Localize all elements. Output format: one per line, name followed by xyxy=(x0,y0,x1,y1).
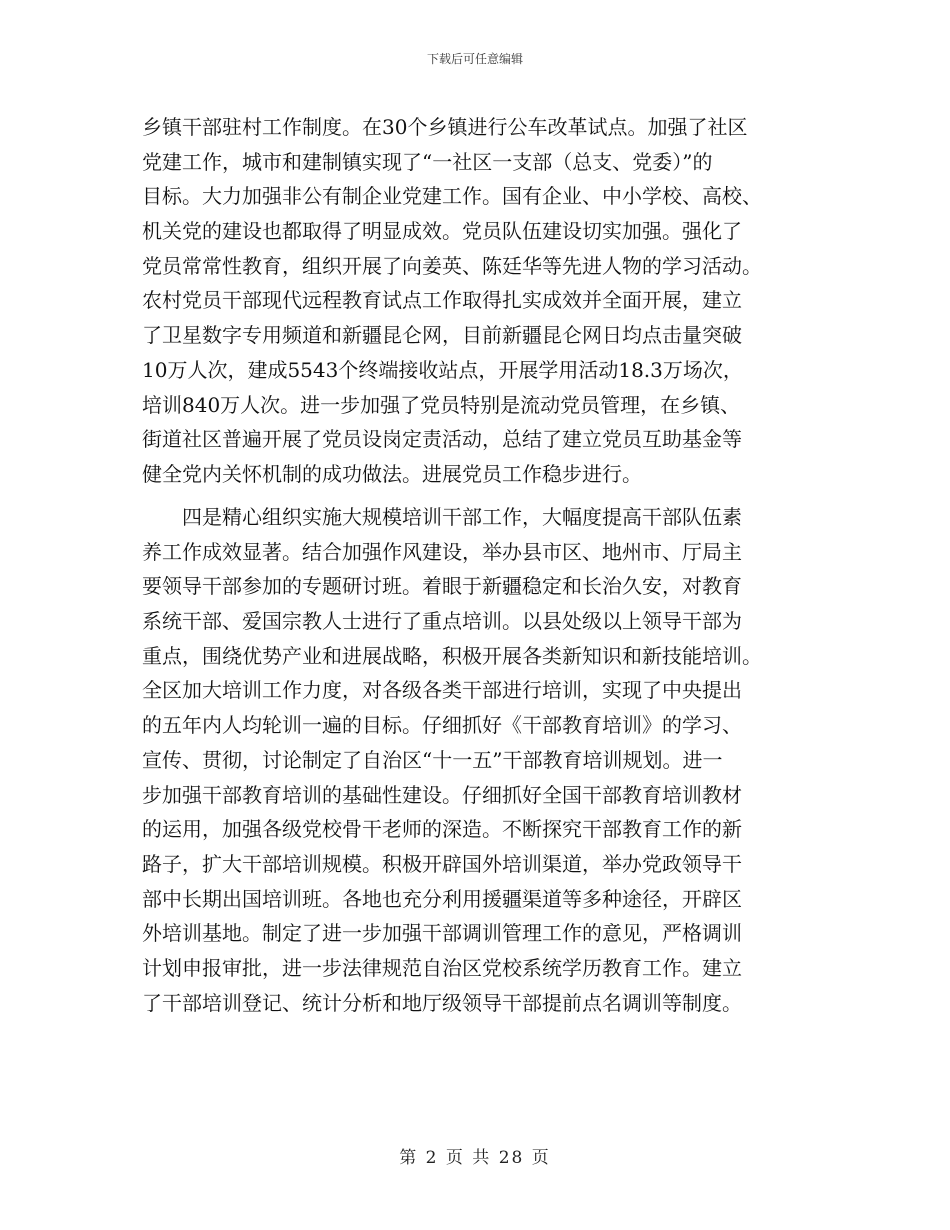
text-line: 宣传、贯彻，讨论制定了自治区“十一五”干部教育培训规划。进一 xyxy=(142,747,723,772)
text-line: 的五年内人均轮训一遍的目标。仔细抓好《干部教育培训》的学习、 xyxy=(142,713,742,738)
paragraph-2 xyxy=(142,500,810,1020)
text-line: 农村党员干部现代远程教育试点工作取得扎实成效并全面开展，建立 xyxy=(142,288,742,313)
text-line: 步加强干部教育培训的基础性建设。仔细抓好全国干部教育培训教材 xyxy=(142,782,742,807)
text-line: 10万人次，建成5543个终端接收站点，开展学用活动18.3万场次， xyxy=(142,357,743,382)
text-line: 重点，围绕优势产业和进展战略，积极开展各类新知识和新技能培训。 xyxy=(142,643,762,668)
text-line: 目标。大力加强非公有制企业党建工作。国有企业、中小学校、高校、 xyxy=(142,184,762,209)
text-line: 四是精心组织实施大规模培训干部工作，大幅度提高干部队伍素 xyxy=(142,505,742,529)
text-line: 部中长期出国培训班。各地也充分利用援疆渠道等多种途径，开辟区 xyxy=(142,886,742,911)
text-line: 要领导干部参加的专题研讨班。着眼于新疆稳定和长治久安，对教育 xyxy=(142,574,742,599)
page-number: 第 2 页 共 28 页 xyxy=(399,1148,551,1168)
text-line: 机关党的建设也都取得了明显成效。党员队伍建设切实加强。强化了 xyxy=(142,219,742,244)
text-line: 了干部培训登记、统计分析和地厅级领导干部提前点名调训等制度。 xyxy=(142,990,742,1015)
page-header-note: 下载后可任意编辑 xyxy=(426,52,523,66)
text-line: 系统干部、爱国宗教人士进行了重点培训。以县处级以上领导干部为 xyxy=(142,609,742,634)
text-line: 培训840万人次。进一步加强了党员特别是流动党员管理，在乡镇、 xyxy=(142,392,741,417)
text-line: 全区加大培训工作力度，对各级各类干部进行培训，实现了中央提出 xyxy=(142,678,742,703)
text-line: 了卫星数字专用频道和新疆昆仑网，目前新疆昆仑网日均点击量突破 xyxy=(142,323,742,348)
text-line: 计划申报审批，进一步法律规范自治区党校系统学历教育工作。建立 xyxy=(142,955,742,980)
text-line: 街道社区普遍开展了党员设岗定责活动，总结了建立党员互助基金等 xyxy=(142,427,742,452)
text-line: 路子，扩大干部培训规模。积极开辟国外培训渠道，举办党政领导干 xyxy=(142,851,742,876)
text-line: 外培训基地。制定了进一步加强干部调训管理工作的意见，严格调训 xyxy=(142,921,742,946)
text-line: 党建工作，城市和建制镇实现了“一社区一支部（总支、党委）”的 xyxy=(142,149,713,174)
text-line: 养工作成效显著。结合加强作风建设，举办县市区、地州市、厅局主 xyxy=(142,539,742,564)
paragraph-1 xyxy=(142,110,810,492)
text-line: 的运用，加强各级党校骨干老师的深造。不断探究干部教育工作的新 xyxy=(142,817,742,842)
text-line: 党员常常性教育，组织开展了向姜英、陈廷华等先进人物的学习活动。 xyxy=(142,253,762,278)
text-line: 健全党内关怀机制的成功做法。进展党员工作稳步进行。 xyxy=(142,461,642,486)
text-line: 乡镇干部驻村工作制度。在30个乡镇进行公车改革试点。加强了社区 xyxy=(142,115,748,139)
